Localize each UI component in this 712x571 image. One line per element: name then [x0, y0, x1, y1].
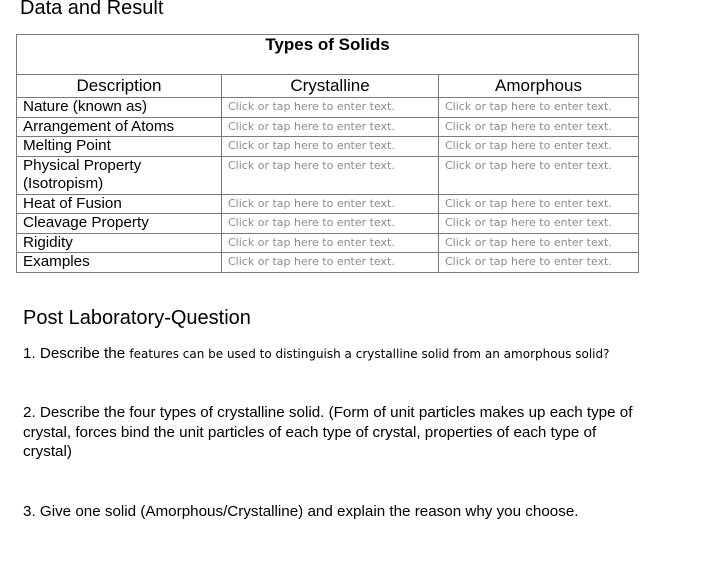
- amorphous-physical-property-field[interactable]: Click or tap here to enter text.: [439, 156, 639, 194]
- row-label-arrangement: Arrangement of Atoms: [17, 117, 222, 137]
- crystalline-cleavage-field[interactable]: Click or tap here to enter text.: [222, 214, 439, 234]
- row-label-heat-of-fusion: Heat of Fusion: [17, 194, 222, 214]
- post-lab-title: Post Laboratory-Question: [23, 307, 251, 329]
- question-1-lead: 1. Describe the: [23, 345, 130, 362]
- table-row: [17, 98, 639, 118]
- row-label-cleavage-property: Cleavage Property: [17, 214, 222, 234]
- crystalline-heat-of-fusion-field[interactable]: Click or tap here to enter text.: [222, 194, 439, 214]
- crystalline-examples-field[interactable]: Click or tap here to enter text.: [222, 253, 439, 273]
- header-amorphous: Amorphous: [439, 75, 639, 98]
- header-description: Description: [17, 75, 222, 98]
- amorphous-arrangement-field[interactable]: Click or tap here to enter text.: [439, 117, 639, 137]
- row-label-examples: Examples: [17, 253, 222, 273]
- question-1: [23, 344, 633, 365]
- types-of-solids-table: [16, 34, 639, 273]
- amorphous-cleavage-field[interactable]: Click or tap here to enter text.: [439, 214, 639, 234]
- row-label-rigidity: Rigidity: [17, 233, 222, 253]
- table-row: [17, 194, 639, 214]
- row-label-nature: Nature (known as): [17, 98, 222, 118]
- question-2: 2. Describe the four types of crystalline solid. (Form of unit particles makes up each type of crystal, forces bind the unit particles of each type of crystal, properties of each type of crystal): [23, 404, 633, 460]
- crystalline-arrangement-field[interactable]: Click or tap here to enter text.: [222, 117, 439, 137]
- table-row: [17, 253, 639, 273]
- amorphous-examples-field[interactable]: Click or tap here to enter text.: [439, 253, 639, 273]
- table-row: [17, 214, 639, 234]
- table-row: [17, 233, 639, 253]
- table-row: [17, 156, 639, 194]
- table-row: [17, 137, 639, 157]
- table-row: [17, 117, 639, 137]
- amorphous-melting-point-field[interactable]: Click or tap here to enter text.: [439, 137, 639, 157]
- question-3: 3. Give one solid (Amorphous/Crystalline) and explain the reason why you choose.: [23, 503, 579, 520]
- amorphous-heat-of-fusion-field[interactable]: Click or tap here to enter text.: [439, 194, 639, 214]
- header-crystalline: Crystalline: [222, 75, 439, 98]
- crystalline-physical-property-field[interactable]: Click or tap here to enter text.: [222, 156, 439, 194]
- amorphous-nature-field[interactable]: Click or tap here to enter text.: [439, 98, 639, 118]
- crystalline-nature-field[interactable]: Click or tap here to enter text.: [222, 98, 439, 118]
- page-heading: Data and Result: [20, 0, 164, 19]
- question-1-text: features can be used to distinguish a crystalline solid from an amorphous solid?: [129, 347, 610, 361]
- amorphous-rigidity-field[interactable]: Click or tap here to enter text.: [439, 233, 639, 253]
- crystalline-melting-point-field[interactable]: Click or tap here to enter text.: [222, 137, 439, 157]
- row-label-physical-property: [17, 156, 222, 194]
- crystalline-rigidity-field[interactable]: Click or tap here to enter text.: [222, 233, 439, 253]
- row-label-melting-point: Melting Point: [17, 137, 222, 157]
- physical-property-label: Physical Property: [23, 156, 142, 174]
- isotropism-label: (Isotropism): [23, 175, 104, 192]
- table-title: Types of Solids: [17, 35, 639, 75]
